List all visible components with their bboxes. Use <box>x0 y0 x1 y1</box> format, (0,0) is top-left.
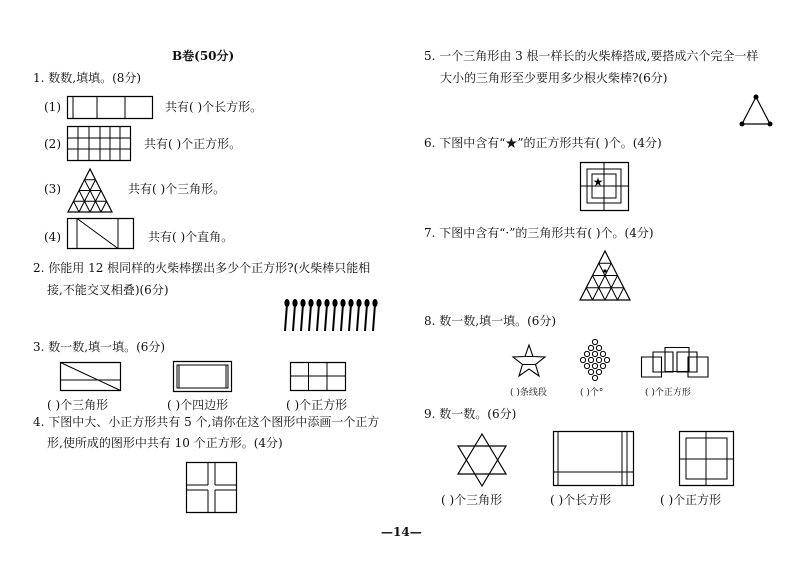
q1-item2-num: (2) <box>44 137 61 151</box>
q6-text: 6. 下图中含有“★”的正方形共有( )个。(4分) <box>424 136 662 150</box>
q8-answer-2: ( )个° <box>580 388 604 398</box>
q4-line1: 4. 下图中大、小正方形共有 5 个,请你在这个图形中添画一个正方 <box>33 415 380 429</box>
q1-item4-text: 共有( )个直角。 <box>148 230 234 244</box>
nested-squares-figure <box>679 431 735 487</box>
q9-stem: 9. 数一数。(6分) <box>424 407 517 421</box>
q3-figure-2 <box>173 361 233 393</box>
rectangles-strips-figure <box>553 431 635 487</box>
page-number: —14— <box>381 525 422 539</box>
matchsticks-figure <box>283 298 381 332</box>
q3-answer-2: ( )个四边形 <box>167 398 229 412</box>
q8-stem: 8. 数一数,填一填。(6分) <box>424 314 557 328</box>
q7-text: 7. 下图中含有“·”的三角形共有( )个。(4分) <box>424 226 654 240</box>
right-angle-figure <box>67 218 135 250</box>
q3-figure-1 <box>60 362 122 392</box>
rectangles-figure <box>67 96 153 120</box>
q1-item2-text: 共有( )个正方形。 <box>144 137 242 151</box>
q9-answer-1: ( )个三角形 <box>441 493 503 507</box>
dot-diamond-figure <box>577 338 613 382</box>
grid-squares-figure <box>67 126 132 162</box>
q2-line1: 2. 你能用 12 根同样的火柴棒摆出多少个正方形?(火柴棒只能相 <box>33 261 371 275</box>
dot-icon <box>603 269 606 272</box>
q2-line2: 接,不能交叉相叠)(6分) <box>47 283 169 297</box>
cross-squares-figure <box>186 462 238 514</box>
section-title: B卷(50分) <box>172 49 235 63</box>
q1-item1-num: (1) <box>44 100 61 114</box>
q5-line2: 大小的三角形至少要用多少根火柴棒?(6分) <box>440 71 668 85</box>
q9-answer-3: ( )个正方形 <box>660 493 722 507</box>
q4-line2: 形,使所成的图形中共有 10 个正方形。(4分) <box>47 436 283 450</box>
q8-answer-1: ( )条线段 <box>510 388 547 398</box>
q3-answer-3: ( )个正方形 <box>286 398 348 412</box>
q1-item3-text: 共有( )个三角形。 <box>128 182 226 196</box>
q1-item4-num: (4) <box>44 230 61 244</box>
q8-answer-3: ( )个正方形 <box>645 388 691 398</box>
q1-stem: 1. 数数,填填。(8分) <box>33 71 142 85</box>
q1-item1-text: 共有( )个长方形。 <box>165 100 263 114</box>
q5-line1: 5. 一个三角形由 3 根一样长的火柴棒搭成,要搭成六个完全一样 <box>424 49 759 63</box>
star-lines-figure <box>512 344 546 378</box>
triangle-grid-figure <box>66 168 116 214</box>
match-triangle-figure <box>739 94 775 128</box>
hexagram-figure <box>455 432 509 488</box>
q3-stem: 3. 数一数,填一填。(6分) <box>33 340 166 354</box>
q3-figure-3 <box>290 362 347 392</box>
q3-answer-1: ( )个三角形 <box>47 398 109 412</box>
star-squares-figure <box>580 162 630 212</box>
dot-triangle-figure <box>578 250 634 302</box>
overlap-squares-figure <box>641 347 709 379</box>
star-icon: ★ <box>592 175 604 189</box>
q1-item3-num: (3) <box>44 182 61 196</box>
q9-answer-2: ( )个长方形 <box>550 493 612 507</box>
